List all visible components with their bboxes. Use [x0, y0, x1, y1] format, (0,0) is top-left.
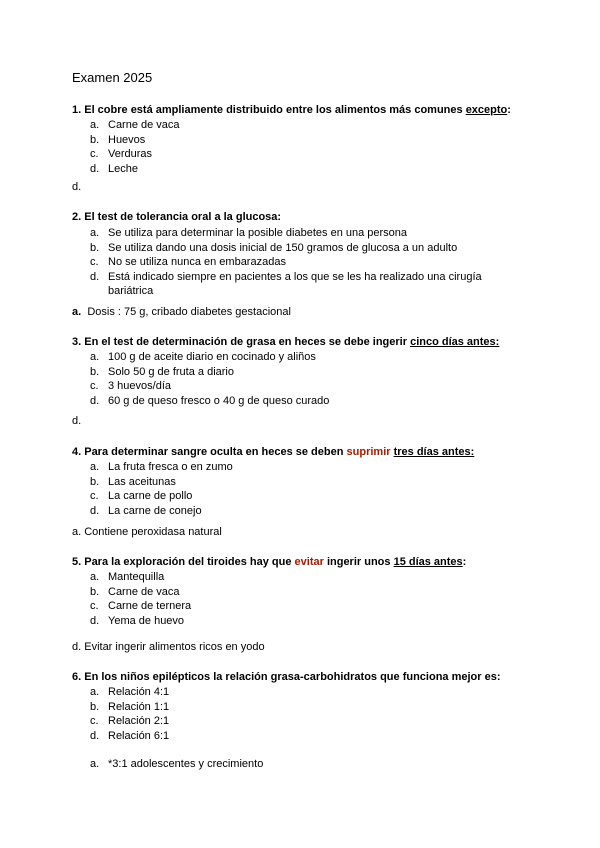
option: b. Solo 50 g de fruta a diario: [90, 365, 234, 378]
option: b. Huevos: [90, 133, 146, 146]
question-5: 5. Para la exploración del tiroides hay que evitar ingerir unos 15 días antes:: [72, 556, 467, 568]
option: a. 100 g de aceite diario en cocinado y aliños: [90, 351, 316, 363]
option: a. Se utiliza para determinar la posible diabetes en una persona: [90, 227, 408, 239]
answer-5: d. Evitar ingerir alimentos ricos en yodo: [72, 641, 265, 653]
option: b. Carne de vaca: [90, 585, 180, 598]
option: b. Relación 1:1: [90, 700, 170, 713]
answer-3: d.: [72, 415, 82, 427]
option: c. Carne de ternera: [90, 600, 192, 613]
question-1: 1. El cobre está ampliamente distribuido entre los alimentos más comunes excepto:: [72, 104, 511, 116]
question-3: 3. En el test de determinación de grasa en heces se debe ingerir cinco días antes:: [72, 336, 500, 348]
answer-1: d.: [72, 181, 82, 193]
question-1-options: [90, 118, 180, 176]
option: a. Mantequilla: [90, 571, 165, 583]
option: d. Relación 6:1: [90, 729, 170, 742]
document-title: Examen 2025: [72, 70, 153, 85]
option: d. Leche: [90, 162, 138, 175]
option: a. La fruta fresca o en zumo: [90, 461, 233, 473]
question-2-options: [90, 226, 518, 299]
option: c. Verduras: [90, 148, 153, 161]
question-5-options: [90, 570, 191, 628]
question-4-options: [90, 460, 233, 518]
option: b. Se utiliza dando una dosis inicial de 150 gramos de glucosa a un adulto: [90, 241, 458, 254]
question-6-options: [90, 685, 169, 743]
option: c. 3 huevos/día: [90, 380, 171, 393]
option: a. Relación 4:1: [90, 686, 170, 698]
question-2: 2. El test de tolerancia oral a la glucosa:: [72, 211, 282, 223]
option: b. Las aceitunas: [90, 475, 176, 488]
option: a. Carne de vaca: [90, 119, 180, 131]
option: d. La carne de conejo: [90, 504, 202, 517]
answer-4: a. Contiene peroxidasa natural: [72, 526, 222, 538]
option: c. La carne de pollo: [90, 490, 193, 503]
option: d. 60 g de queso fresco o 40 g de queso curado: [90, 394, 330, 407]
option: d. Yema de huevo: [90, 614, 185, 627]
question-4: 4. Para determinar sangre oculta en heces se deben suprimir tres días antes:: [72, 446, 475, 458]
answer-2: a. Dosis : 75 g, cribado diabetes gestacional: [72, 306, 291, 318]
option: c. Relación 2:1: [90, 715, 170, 728]
option: d. Está indicado siempre en pacientes a los que se les ha realizado una cirugía bariátrica: [90, 270, 482, 298]
question-6: 6. En los niños epilépticos la relación grasa-carbohidratos que funciona mejor es:: [72, 671, 501, 683]
question-3-options: [90, 350, 329, 408]
answer-6: a. *3:1 adolescentes y crecimiento: [90, 758, 264, 770]
option: c. No se utiliza nunca en embarazadas: [90, 256, 286, 269]
